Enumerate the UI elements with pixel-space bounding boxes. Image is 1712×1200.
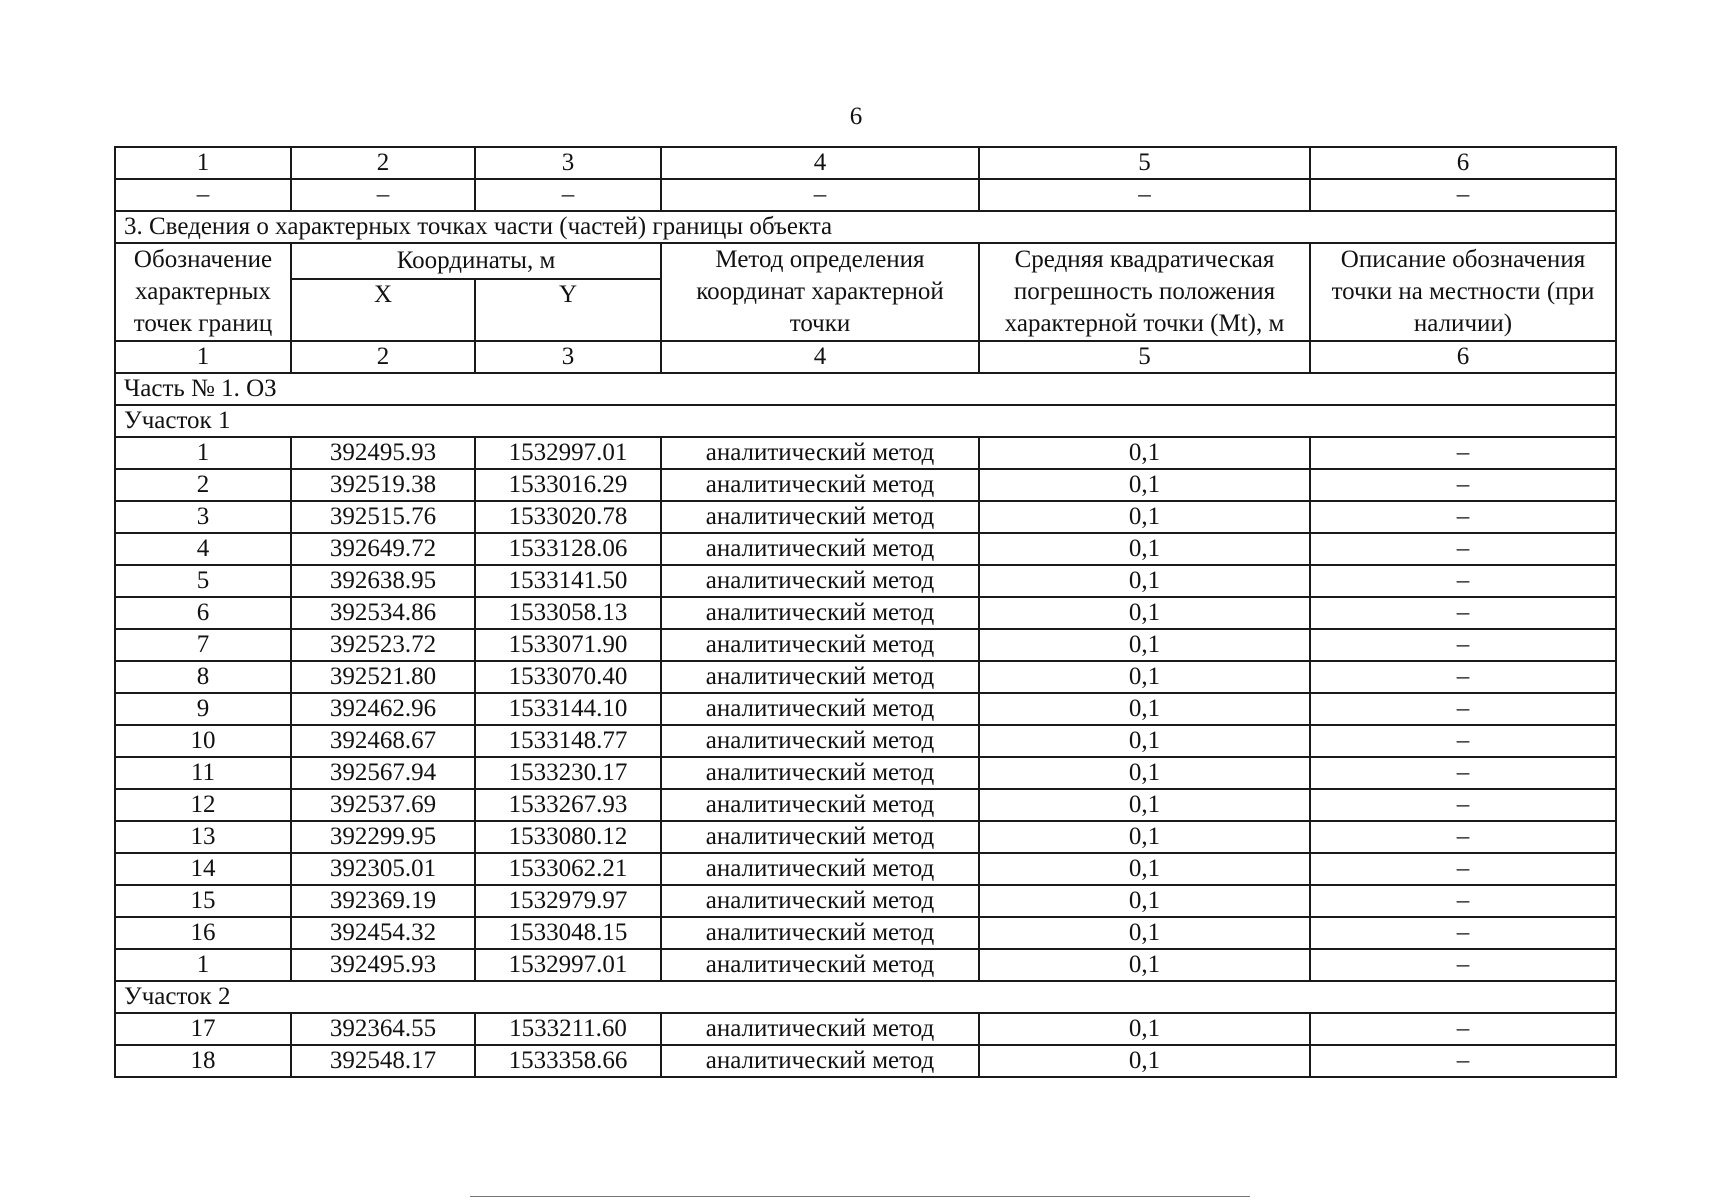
header-row	[115, 243, 1616, 279]
error-cell: 0,1	[979, 725, 1310, 757]
method-cell: аналитический метод	[661, 757, 979, 789]
point-number-cell: 1	[115, 949, 291, 981]
point-number-cell: 8	[115, 661, 291, 693]
dash-cell: –	[115, 179, 291, 211]
col-number: 3	[475, 341, 661, 373]
method-cell: аналитический метод	[661, 821, 979, 853]
description-cell: –	[1310, 629, 1616, 661]
x-coordinate-cell: 392521.80	[291, 661, 475, 693]
description-cell: –	[1310, 533, 1616, 565]
y-coordinate-cell: 1533048.15	[475, 917, 661, 949]
y-coordinate-cell: 1533144.10	[475, 693, 661, 725]
method-cell: аналитический метод	[661, 469, 979, 501]
method-cell: аналитический метод	[661, 885, 979, 917]
x-coordinate-cell: 392299.95	[291, 821, 475, 853]
description-cell: –	[1310, 757, 1616, 789]
part-title: Часть № 1. ОЗ	[115, 373, 1616, 405]
table-row	[115, 533, 1616, 565]
error-cell: 0,1	[979, 597, 1310, 629]
point-number-cell: 17	[115, 1013, 291, 1045]
description-cell: –	[1310, 853, 1616, 885]
description-cell: –	[1310, 949, 1616, 981]
top-col-number: 3	[475, 147, 661, 179]
method-cell: аналитический метод	[661, 437, 979, 469]
point-number-cell: 2	[115, 469, 291, 501]
col-number: 1	[115, 341, 291, 373]
point-number-cell: 13	[115, 821, 291, 853]
x-coordinate-cell: 392305.01	[291, 853, 475, 885]
x-coordinate-cell: 392462.96	[291, 693, 475, 725]
table-row	[115, 757, 1616, 789]
top-col-number: 5	[979, 147, 1310, 179]
table-row	[115, 661, 1616, 693]
y-coordinate-cell: 1533211.60	[475, 1013, 661, 1045]
error-cell: 0,1	[979, 917, 1310, 949]
x-coordinate-cell: 392537.69	[291, 789, 475, 821]
table-row	[115, 821, 1616, 853]
point-number-cell: 7	[115, 629, 291, 661]
table-row	[115, 789, 1616, 821]
y-coordinate-cell: 1533358.66	[475, 1045, 661, 1077]
x-coordinate-cell: 392495.93	[291, 949, 475, 981]
description-cell: –	[1310, 821, 1616, 853]
error-cell: 0,1	[979, 533, 1310, 565]
method-cell: аналитический метод	[661, 693, 979, 725]
point-number-cell: 5	[115, 565, 291, 597]
header-designation: Обозначение характерных точек границ	[115, 243, 291, 341]
method-cell: аналитический метод	[661, 629, 979, 661]
y-coordinate-cell: 1533058.13	[475, 597, 661, 629]
header-description: Описание обозначения точки на местности (при наличии)	[1310, 243, 1616, 341]
point-number-cell: 11	[115, 757, 291, 789]
top-col-number: 4	[661, 147, 979, 179]
description-cell: –	[1310, 661, 1616, 693]
error-cell: 0,1	[979, 469, 1310, 501]
description-cell: –	[1310, 469, 1616, 501]
y-coordinate-cell: 1533062.21	[475, 853, 661, 885]
dash-cell: –	[979, 179, 1310, 211]
y-coordinate-cell: 1533071.90	[475, 629, 661, 661]
header-coordinates: Координаты, м	[291, 243, 661, 279]
dash-cell: –	[475, 179, 661, 211]
y-coordinate-cell: 1533267.93	[475, 789, 661, 821]
dash-cell: –	[1310, 179, 1616, 211]
x-coordinate-cell: 392515.76	[291, 501, 475, 533]
y-coordinate-cell: 1533080.12	[475, 821, 661, 853]
method-cell: аналитический метод	[661, 597, 979, 629]
point-number-cell: 3	[115, 501, 291, 533]
plot-title: Участок 2	[115, 981, 1616, 1013]
description-cell: –	[1310, 693, 1616, 725]
method-cell: аналитический метод	[661, 917, 979, 949]
description-cell: –	[1310, 725, 1616, 757]
error-cell: 0,1	[979, 1013, 1310, 1045]
table-row	[115, 1013, 1616, 1045]
point-number-cell: 16	[115, 917, 291, 949]
section-title: 3. Сведения о характерных точках части (частей) границы объекта	[115, 211, 1616, 243]
error-cell: 0,1	[979, 885, 1310, 917]
section-title-row	[115, 211, 1616, 243]
x-coordinate-cell: 392523.72	[291, 629, 475, 661]
error-cell: 0,1	[979, 661, 1310, 693]
method-cell: аналитический метод	[661, 501, 979, 533]
description-cell: –	[1310, 437, 1616, 469]
table-row	[115, 501, 1616, 533]
x-coordinate-cell: 392534.86	[291, 597, 475, 629]
x-coordinate-cell: 392369.19	[291, 885, 475, 917]
y-coordinate-cell: 1532979.97	[475, 885, 661, 917]
col-number: 4	[661, 341, 979, 373]
point-number-cell: 14	[115, 853, 291, 885]
y-coordinate-cell: 1533230.17	[475, 757, 661, 789]
description-cell: –	[1310, 1045, 1616, 1077]
point-number-cell: 9	[115, 693, 291, 725]
point-number-cell: 4	[115, 533, 291, 565]
x-coordinate-cell: 392649.72	[291, 533, 475, 565]
error-cell: 0,1	[979, 949, 1310, 981]
error-cell: 0,1	[979, 789, 1310, 821]
header-y: Y	[475, 279, 661, 341]
method-cell: аналитический метод	[661, 533, 979, 565]
header-method: Метод определения координат характерной точки	[661, 243, 979, 341]
y-coordinate-cell: 1532997.01	[475, 437, 661, 469]
table-row	[115, 565, 1616, 597]
error-cell: 0,1	[979, 757, 1310, 789]
x-coordinate-cell: 392495.93	[291, 437, 475, 469]
error-cell: 0,1	[979, 629, 1310, 661]
top-column-number-row	[115, 147, 1616, 179]
y-coordinate-cell: 1533016.29	[475, 469, 661, 501]
header-x: X	[291, 279, 475, 341]
description-cell: –	[1310, 1013, 1616, 1045]
table-row	[115, 469, 1616, 501]
table-row	[115, 725, 1616, 757]
method-cell: аналитический метод	[661, 1045, 979, 1077]
top-col-number: 2	[291, 147, 475, 179]
top-dash-row	[115, 179, 1616, 211]
y-coordinate-cell: 1533141.50	[475, 565, 661, 597]
table-row	[115, 437, 1616, 469]
x-coordinate-cell: 392519.38	[291, 469, 475, 501]
table-row	[115, 949, 1616, 981]
table-row	[115, 693, 1616, 725]
table-row	[115, 629, 1616, 661]
table-row	[115, 1045, 1616, 1077]
table-row	[115, 597, 1616, 629]
x-coordinate-cell: 392454.32	[291, 917, 475, 949]
point-number-cell: 10	[115, 725, 291, 757]
point-number-cell: 6	[115, 597, 291, 629]
y-coordinate-cell: 1533148.77	[475, 725, 661, 757]
method-cell: аналитический метод	[661, 789, 979, 821]
error-cell: 0,1	[979, 1045, 1310, 1077]
description-cell: –	[1310, 789, 1616, 821]
part-title-row	[115, 373, 1616, 405]
method-cell: аналитический метод	[661, 853, 979, 885]
x-coordinate-cell: 392468.67	[291, 725, 475, 757]
error-cell: 0,1	[979, 693, 1310, 725]
description-cell: –	[1310, 565, 1616, 597]
top-col-number: 1	[115, 147, 291, 179]
error-cell: 0,1	[979, 853, 1310, 885]
point-number-cell: 12	[115, 789, 291, 821]
table-row	[115, 917, 1616, 949]
x-coordinate-cell: 392548.17	[291, 1045, 475, 1077]
col-number: 6	[1310, 341, 1616, 373]
point-number-cell: 15	[115, 885, 291, 917]
table-row	[115, 885, 1616, 917]
dash-cell: –	[661, 179, 979, 211]
plot-title-row	[115, 981, 1616, 1013]
description-cell: –	[1310, 885, 1616, 917]
description-cell: –	[1310, 597, 1616, 629]
col-number: 2	[291, 341, 475, 373]
plot-title-row	[115, 405, 1616, 437]
error-cell: 0,1	[979, 565, 1310, 597]
plot-title: Участок 1	[115, 405, 1616, 437]
error-cell: 0,1	[979, 501, 1310, 533]
error-cell: 0,1	[979, 821, 1310, 853]
method-cell: аналитический метод	[661, 949, 979, 981]
boundary-points-table	[114, 146, 1617, 1078]
y-coordinate-cell: 1533128.06	[475, 533, 661, 565]
page-number: 6	[849, 103, 863, 130]
x-coordinate-cell: 392364.55	[291, 1013, 475, 1045]
x-coordinate-cell: 392638.95	[291, 565, 475, 597]
y-coordinate-cell: 1533070.40	[475, 661, 661, 693]
table-row	[115, 853, 1616, 885]
point-number-cell: 1	[115, 437, 291, 469]
method-cell: аналитический метод	[661, 661, 979, 693]
error-cell: 0,1	[979, 437, 1310, 469]
bottom-scan-rule	[470, 1196, 1250, 1197]
method-cell: аналитический метод	[661, 725, 979, 757]
y-coordinate-cell: 1533020.78	[475, 501, 661, 533]
description-cell: –	[1310, 501, 1616, 533]
dash-cell: –	[291, 179, 475, 211]
y-coordinate-cell: 1532997.01	[475, 949, 661, 981]
method-cell: аналитический метод	[661, 565, 979, 597]
x-coordinate-cell: 392567.94	[291, 757, 475, 789]
method-cell: аналитический метод	[661, 1013, 979, 1045]
point-number-cell: 18	[115, 1045, 291, 1077]
top-col-number: 6	[1310, 147, 1616, 179]
col-number: 5	[979, 341, 1310, 373]
column-number-row	[115, 341, 1616, 373]
description-cell: –	[1310, 917, 1616, 949]
header-error: Средняя квадратическая погрешность положения характерной точки (Mt), м	[979, 243, 1310, 341]
